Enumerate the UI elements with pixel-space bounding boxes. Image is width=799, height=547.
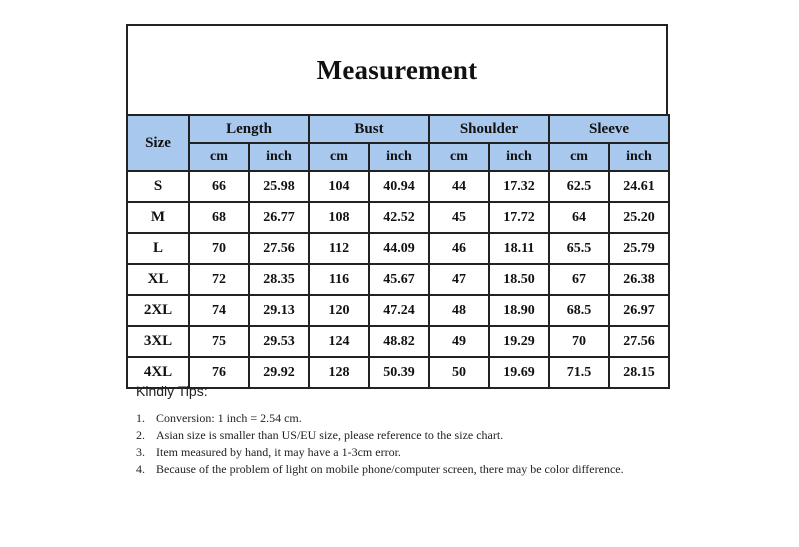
measurement-cell: 45.67 [369,264,429,295]
unit-header: cm [309,143,369,171]
measurement-cell: 26.38 [609,264,669,295]
tip-text: Asian size is smaller than US/EU size, please reference to the size chart. [156,428,504,442]
measurement-cell: 19.69 [489,357,549,388]
measurement-cell: 67 [549,264,609,295]
size-cell: 3XL [127,326,189,357]
measurement-cell: 74 [189,295,249,326]
measurement-cell: 65.5 [549,233,609,264]
size-cell: M [127,202,189,233]
unit-header: cm [429,143,489,171]
measurement-cell: 17.32 [489,171,549,202]
shoulder-column-header: Shoulder [429,115,549,143]
measurement-cell: 64 [549,202,609,233]
table-row [127,326,669,357]
tip-item [136,410,696,427]
unit-header: inch [609,143,669,171]
measurement-cell: 72 [189,264,249,295]
measurement-cell: 44.09 [369,233,429,264]
table-row [127,171,669,202]
measurement-cell: 71.5 [549,357,609,388]
measurement-cell: 116 [309,264,369,295]
measurement-cell: 25.98 [249,171,309,202]
table-row [127,202,669,233]
measurement-cell: 26.97 [609,295,669,326]
measurement-cell: 47 [429,264,489,295]
measurement-cell: 44 [429,171,489,202]
measurement-cell: 29.53 [249,326,309,357]
measurement-cell: 19.29 [489,326,549,357]
bust-column-header: Bust [309,115,429,143]
table-row [127,264,669,295]
measurement-cell: 49 [429,326,489,357]
measurement-cell: 29.92 [249,357,309,388]
tip-number: 1. [136,411,145,425]
tip-number: 4. [136,462,145,476]
sleeve-column-header: Sleeve [549,115,669,143]
measurement-cell: 70 [189,233,249,264]
tip-text: Conversion: 1 inch = 2.54 cm. [156,411,302,425]
measurement-cell: 47.24 [369,295,429,326]
measurement-cell: 48 [429,295,489,326]
measurement-cell: 128 [309,357,369,388]
measurement-cell: 17.72 [489,202,549,233]
measurement-cell: 50 [429,357,489,388]
size-column-header: Size [127,115,189,171]
tip-text: Because of the problem of light on mobile phone/computer screen, there may be color difference. [156,462,624,476]
measurement-cell: 68 [189,202,249,233]
size-cell: XL [127,264,189,295]
tip-text: Item measured by hand, it may have a 1-3cm error. [156,445,401,459]
measurement-cell: 66 [189,171,249,202]
tip-number: 3. [136,445,145,459]
measurement-cell: 28.35 [249,264,309,295]
measurement-cell: 24.61 [609,171,669,202]
tip-item [136,461,696,478]
measurement-cell: 108 [309,202,369,233]
size-cell: 2XL [127,295,189,326]
measurement-cell: 25.20 [609,202,669,233]
unit-header: inch [489,143,549,171]
size-cell: S [127,171,189,202]
measurement-cell: 40.94 [369,171,429,202]
measurement-cell: 68.5 [549,295,609,326]
measurement-cell: 18.50 [489,264,549,295]
measurement-cell: 29.13 [249,295,309,326]
unit-header: cm [189,143,249,171]
tips-list [136,410,696,478]
measurement-cell: 104 [309,171,369,202]
measurement-cell: 76 [189,357,249,388]
length-column-header: Length [189,115,309,143]
tip-item [136,444,696,461]
measurement-cell: 45 [429,202,489,233]
measurement-cell: 120 [309,295,369,326]
measurement-cell: 27.56 [249,233,309,264]
kindly-tips [136,383,696,478]
measurement-chart [126,24,668,380]
unit-header: inch [249,143,309,171]
measurement-cell: 18.90 [489,295,549,326]
measurement-cell: 46 [429,233,489,264]
table-header [127,115,669,171]
measurement-cell: 70 [549,326,609,357]
chart-title: Measurement [316,54,478,85]
size-cell: L [127,233,189,264]
size-table [126,114,670,389]
measurement-cell: 124 [309,326,369,357]
measurement-cell: 27.56 [609,326,669,357]
measurement-cell: 62.5 [549,171,609,202]
measurement-cell: 42.52 [369,202,429,233]
measurement-cell: 112 [309,233,369,264]
measurement-cell: 25.79 [609,233,669,264]
size-cell: 4XL [127,357,189,388]
tip-number: 2. [136,428,145,442]
table-row [127,295,669,326]
tips-heading: Kindly Tips: [136,383,208,399]
unit-header: cm [549,143,609,171]
tip-item [136,427,696,444]
unit-header: inch [369,143,429,171]
measurement-cell: 50.39 [369,357,429,388]
measurement-cell: 28.15 [609,357,669,388]
header-unit-row [127,143,669,171]
table-row [127,233,669,264]
header-group-row [127,115,669,143]
measurement-cell: 75 [189,326,249,357]
measurement-cell: 48.82 [369,326,429,357]
measurement-cell: 18.11 [489,233,549,264]
table-body [127,171,669,388]
measurement-cell: 26.77 [249,202,309,233]
